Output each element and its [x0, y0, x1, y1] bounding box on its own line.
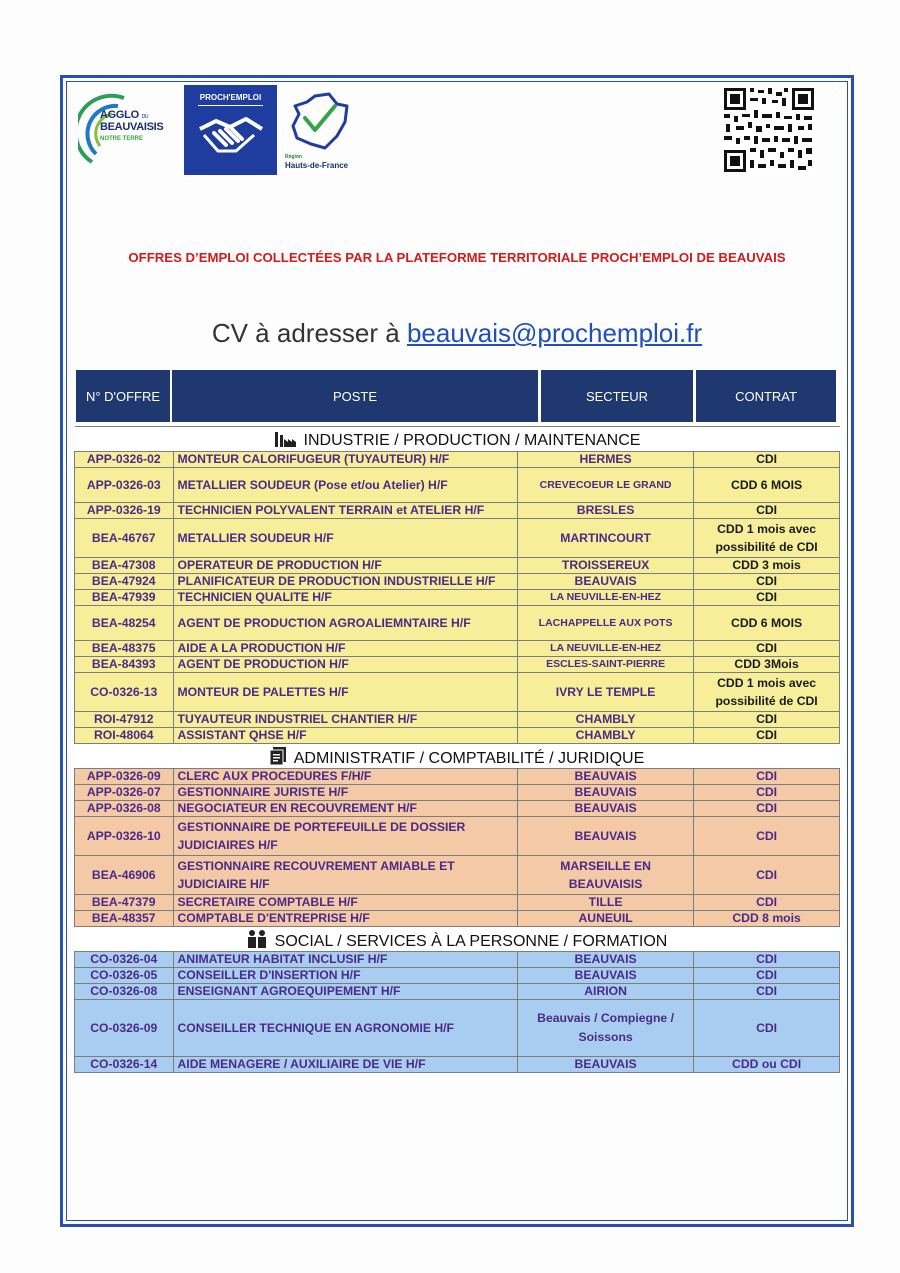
poste-cell: METALLIER SOUDEUR H/F [173, 519, 518, 558]
table-row[interactable] [75, 856, 840, 895]
table-row[interactable] [75, 817, 840, 856]
offre-id-cell: APP-0326-02 [75, 452, 174, 468]
table-row[interactable] [75, 558, 840, 574]
contrat-cell: CDI [694, 801, 840, 817]
region-label: Région [285, 154, 302, 160]
secteur-cell: BEAUVAIS [518, 801, 694, 817]
secteur-cell: CHAMBLY [518, 712, 694, 728]
poste-cell: NEGOCIATEUR EN RECOUVREMENT H/F [173, 801, 518, 817]
table-row[interactable] [75, 801, 840, 817]
cv-instruction [66, 318, 848, 349]
table-row[interactable] [75, 657, 840, 673]
header-secteur: SECTEUR [541, 370, 693, 422]
secteur-cell: IVRY LE TEMPLE [518, 673, 694, 712]
table-row[interactable] [75, 519, 840, 558]
region-name: Hauts-de-France [285, 161, 349, 170]
header-poste: POSTE [172, 370, 538, 422]
secteur-cell: MARTINCOURT [518, 519, 694, 558]
header-contrat: CONTRAT [696, 370, 836, 422]
contrat-cell: CDD 3Mois [694, 657, 840, 673]
contrat-cell: CDD ou CDI [694, 1057, 840, 1073]
contrat-cell: CDI [694, 1000, 840, 1057]
contrat-cell: CDD 1 mois avec possibilité de CDI [694, 673, 840, 712]
table-row[interactable] [75, 785, 840, 801]
poste-cell: AGENT DE PRODUCTION H/F [173, 657, 518, 673]
contrat-cell: CDI [694, 503, 840, 519]
poste-cell: GESTIONNAIRE RECOUVREMENT AMIABLE ET JUDICIAIRE H/F [173, 856, 518, 895]
contrat-cell: CDD 1 mois avec possibilité de CDI [694, 519, 840, 558]
poste-cell: PLANIFICATEUR DE PRODUCTION INDUSTRIELLE H/F [173, 574, 518, 590]
offre-id-cell: CO-0326-13 [75, 673, 174, 712]
secteur-cell: LACHAPPELLE AUX POTS [518, 606, 694, 641]
contrat-cell: CDD 3 mois [694, 558, 840, 574]
secteur-cell: BEAUVAIS [518, 785, 694, 801]
poste-cell: OPERATEUR DE PRODUCTION H/F [173, 558, 518, 574]
agglo-line1: AGGLO DU [100, 109, 149, 121]
table-row[interactable] [75, 769, 840, 785]
offre-id-cell: CO-0326-08 [75, 984, 174, 1000]
poste-cell: MONTEUR CALORIFUGEUR (TUYAUTEUR) H/F [173, 452, 518, 468]
poste-cell: AGENT DE PRODUCTION AGROALIEMNTAIRE H/F [173, 606, 518, 641]
cv-prefix: CV à adresser à [211, 318, 407, 348]
poste-cell: ANIMATEUR HABITAT INCLUSIF H/F [173, 952, 518, 968]
contrat-cell: CDI [694, 728, 840, 744]
email-link[interactable]: beauvais@prochemploi.fr [406, 318, 703, 348]
poste-cell: AIDE MENAGERE / AUXILIAIRE DE VIE H/F [173, 1057, 518, 1073]
proch-emploi-logo [184, 85, 277, 175]
contrat-cell: CDI [694, 952, 840, 968]
table-row[interactable] [75, 984, 840, 1000]
secteur-cell: LA NEUVILLE-EN-HEZ [518, 590, 694, 606]
section-row-industrie [75, 427, 840, 452]
contrat-cell: CDD 8 mois [694, 911, 840, 927]
offre-id-cell: APP-0326-09 [75, 769, 174, 785]
table-row[interactable] [75, 468, 840, 503]
contrat-cell: CDI [694, 856, 840, 895]
table-row[interactable] [75, 911, 840, 927]
secteur-cell: AIRION [518, 984, 694, 1000]
offre-id-cell: APP-0326-07 [75, 785, 174, 801]
table-row[interactable] [75, 895, 840, 911]
poste-cell: TECHNICIEN QUALITE H/F [173, 590, 518, 606]
offre-id-cell: CO-0326-04 [75, 952, 174, 968]
table-row[interactable] [75, 952, 840, 968]
region-hauts-de-france-logo [285, 92, 375, 172]
poste-cell: COMPTABLE D'ENTREPRISE H/F [173, 911, 518, 927]
table-row[interactable] [75, 1000, 840, 1057]
agglo-line2: BEAUVAISIS [100, 121, 164, 133]
poste-cell: GESTIONNAIRE DE PORTEFEUILLE DE DOSSIER JUDICIAIRES H/F [173, 817, 518, 856]
handshake-icon [196, 111, 266, 161]
secteur-cell: ESCLES-SAINT-PIERRE [518, 657, 694, 673]
offre-id-cell: APP-0326-10 [75, 817, 174, 856]
page-headline: OFFRES D’EMPLOI COLLECTÉES PAR LA PLATEFORME TERRITORIALE PROCH’EMPLOI DE BEAUVAIS [128, 250, 786, 265]
contrat-cell: CDI [694, 712, 840, 728]
offre-id-cell: BEA-84393 [75, 657, 174, 673]
secteur-cell: BRESLES [518, 503, 694, 519]
secteur-cell: CHAMBLY [518, 728, 694, 744]
secteur-cell: BEAUVAIS [518, 968, 694, 984]
secteur-cell: BEAUVAIS [518, 769, 694, 785]
table-row[interactable] [75, 452, 840, 468]
header-offre: N° D'OFFRE [76, 370, 170, 422]
offre-id-cell: BEA-47379 [75, 895, 174, 911]
section-row-admin [75, 744, 840, 769]
offre-id-cell: BEA-47939 [75, 590, 174, 606]
offre-id-cell: BEA-47308 [75, 558, 174, 574]
contrat-cell: CDI [694, 785, 840, 801]
secteur-cell: BEAUVAIS [518, 1057, 694, 1073]
contrat-cell: CDI [694, 574, 840, 590]
secteur-cell: MARSEILLE EN BEAUVAISIS [518, 856, 694, 895]
offre-id-cell: APP-0326-19 [75, 503, 174, 519]
contrat-cell: CDI [694, 817, 840, 856]
table-row[interactable] [75, 503, 840, 519]
agglo-line3: NOTRE TERRE [100, 136, 144, 142]
secteur-cell: LA NEUVILLE-EN-HEZ [518, 641, 694, 657]
offre-id-cell: BEA-48254 [75, 606, 174, 641]
poste-cell: ENSEIGNANT AGROEQUIPEMENT H/F [173, 984, 518, 1000]
table-row[interactable] [75, 574, 840, 590]
section-row-social [75, 927, 840, 952]
poste-cell: MONTEUR DE PALETTES H/F [173, 673, 518, 712]
factory-icon [274, 430, 296, 447]
table-row[interactable] [75, 728, 840, 744]
contrat-cell: CDI [694, 968, 840, 984]
poste-cell: TECHNICIEN POLYVALENT TERRAIN et ATELIER H/F [173, 503, 518, 519]
contrat-cell: CDI [694, 769, 840, 785]
qr-code-icon[interactable] [722, 86, 816, 174]
offre-id-cell: ROI-48064 [75, 728, 174, 744]
offre-id-cell: BEA-47924 [75, 574, 174, 590]
poste-cell: METALLIER SOUDEUR (Pose et/ou Atelier) H/F [173, 468, 518, 503]
section-title: SOCIAL / SERVICES À LA PERSONNE / FORMATION [274, 932, 668, 950]
poste-cell: GESTIONNAIRE JURISTE H/F [173, 785, 518, 801]
secteur-cell: TILLE [518, 895, 694, 911]
job-offers-table [74, 426, 840, 1073]
offre-id-cell: ROI-47912 [75, 712, 174, 728]
secteur-cell: BEAUVAIS [518, 574, 694, 590]
offre-id-cell: APP-0326-03 [75, 468, 174, 503]
secteur-cell: HERMES [518, 452, 694, 468]
table-row[interactable] [75, 1057, 840, 1073]
contrat-cell: CDD 6 MOIS [694, 468, 840, 503]
offre-id-cell: CO-0326-09 [75, 1000, 174, 1057]
table-row[interactable] [75, 673, 840, 712]
poste-cell: AIDE A LA PRODUCTION H/F [173, 641, 518, 657]
offre-id-cell: CO-0326-14 [75, 1057, 174, 1073]
section-title: INDUSTRIE / PRODUCTION / MAINTENANCE [303, 432, 641, 449]
region-map-icon [285, 92, 355, 152]
table-row[interactable] [75, 606, 840, 641]
secteur-cell: Beauvais / Compiegne / Soissons [518, 1000, 694, 1057]
table-row[interactable] [75, 712, 840, 728]
secteur-cell: BEAUVAIS [518, 952, 694, 968]
section-title: ADMINISTRATIF / COMPTABILITÉ / JURIDIQUE [293, 749, 645, 767]
contrat-cell: CDI [694, 984, 840, 1000]
secteur-cell: TROISSEREUX [518, 558, 694, 574]
table-row[interactable] [75, 968, 840, 984]
contrat-cell: CDI [694, 641, 840, 657]
secteur-cell: AUNEUIL [518, 911, 694, 927]
agglo-beauvaisis-logo [78, 92, 178, 172]
poste-cell: ASSISTANT QHSE H/F [173, 728, 518, 744]
poste-cell: CLERC AUX PROCEDURES F/H/F [173, 769, 518, 785]
contrat-cell: CDD 6 MOIS [694, 606, 840, 641]
offre-id-cell: BEA-48357 [75, 911, 174, 927]
poste-cell: CONSEILLER TECHNIQUE EN AGRONOMIE H/F [173, 1000, 518, 1057]
contrat-cell: CDI [694, 590, 840, 606]
people-icon [247, 930, 267, 948]
offre-id-cell: BEA-46906 [75, 856, 174, 895]
offre-id-cell: CO-0326-05 [75, 968, 174, 984]
secteur-cell: CREVECOEUR LE GRAND [518, 468, 694, 503]
secteur-cell: BEAUVAIS [518, 817, 694, 856]
offre-id-cell: APP-0326-08 [75, 801, 174, 817]
proch-emploi-label: PROCH'EMPLOI [199, 93, 262, 102]
contrat-cell: CDI [694, 895, 840, 911]
contrat-cell: CDI [694, 452, 840, 468]
poste-cell: TUYAUTEUR INDUSTRIEL CHANTIER H/F [173, 712, 518, 728]
table-row[interactable] [75, 590, 840, 606]
documents-icon [270, 747, 286, 765]
poste-cell: SECRETAIRE COMPTABLE H/F [173, 895, 518, 911]
offre-id-cell: BEA-46767 [75, 519, 174, 558]
table-row[interactable] [75, 641, 840, 657]
offre-id-cell: BEA-48375 [75, 641, 174, 657]
poste-cell: CONSEILLER D'INSERTION H/F [173, 968, 518, 984]
